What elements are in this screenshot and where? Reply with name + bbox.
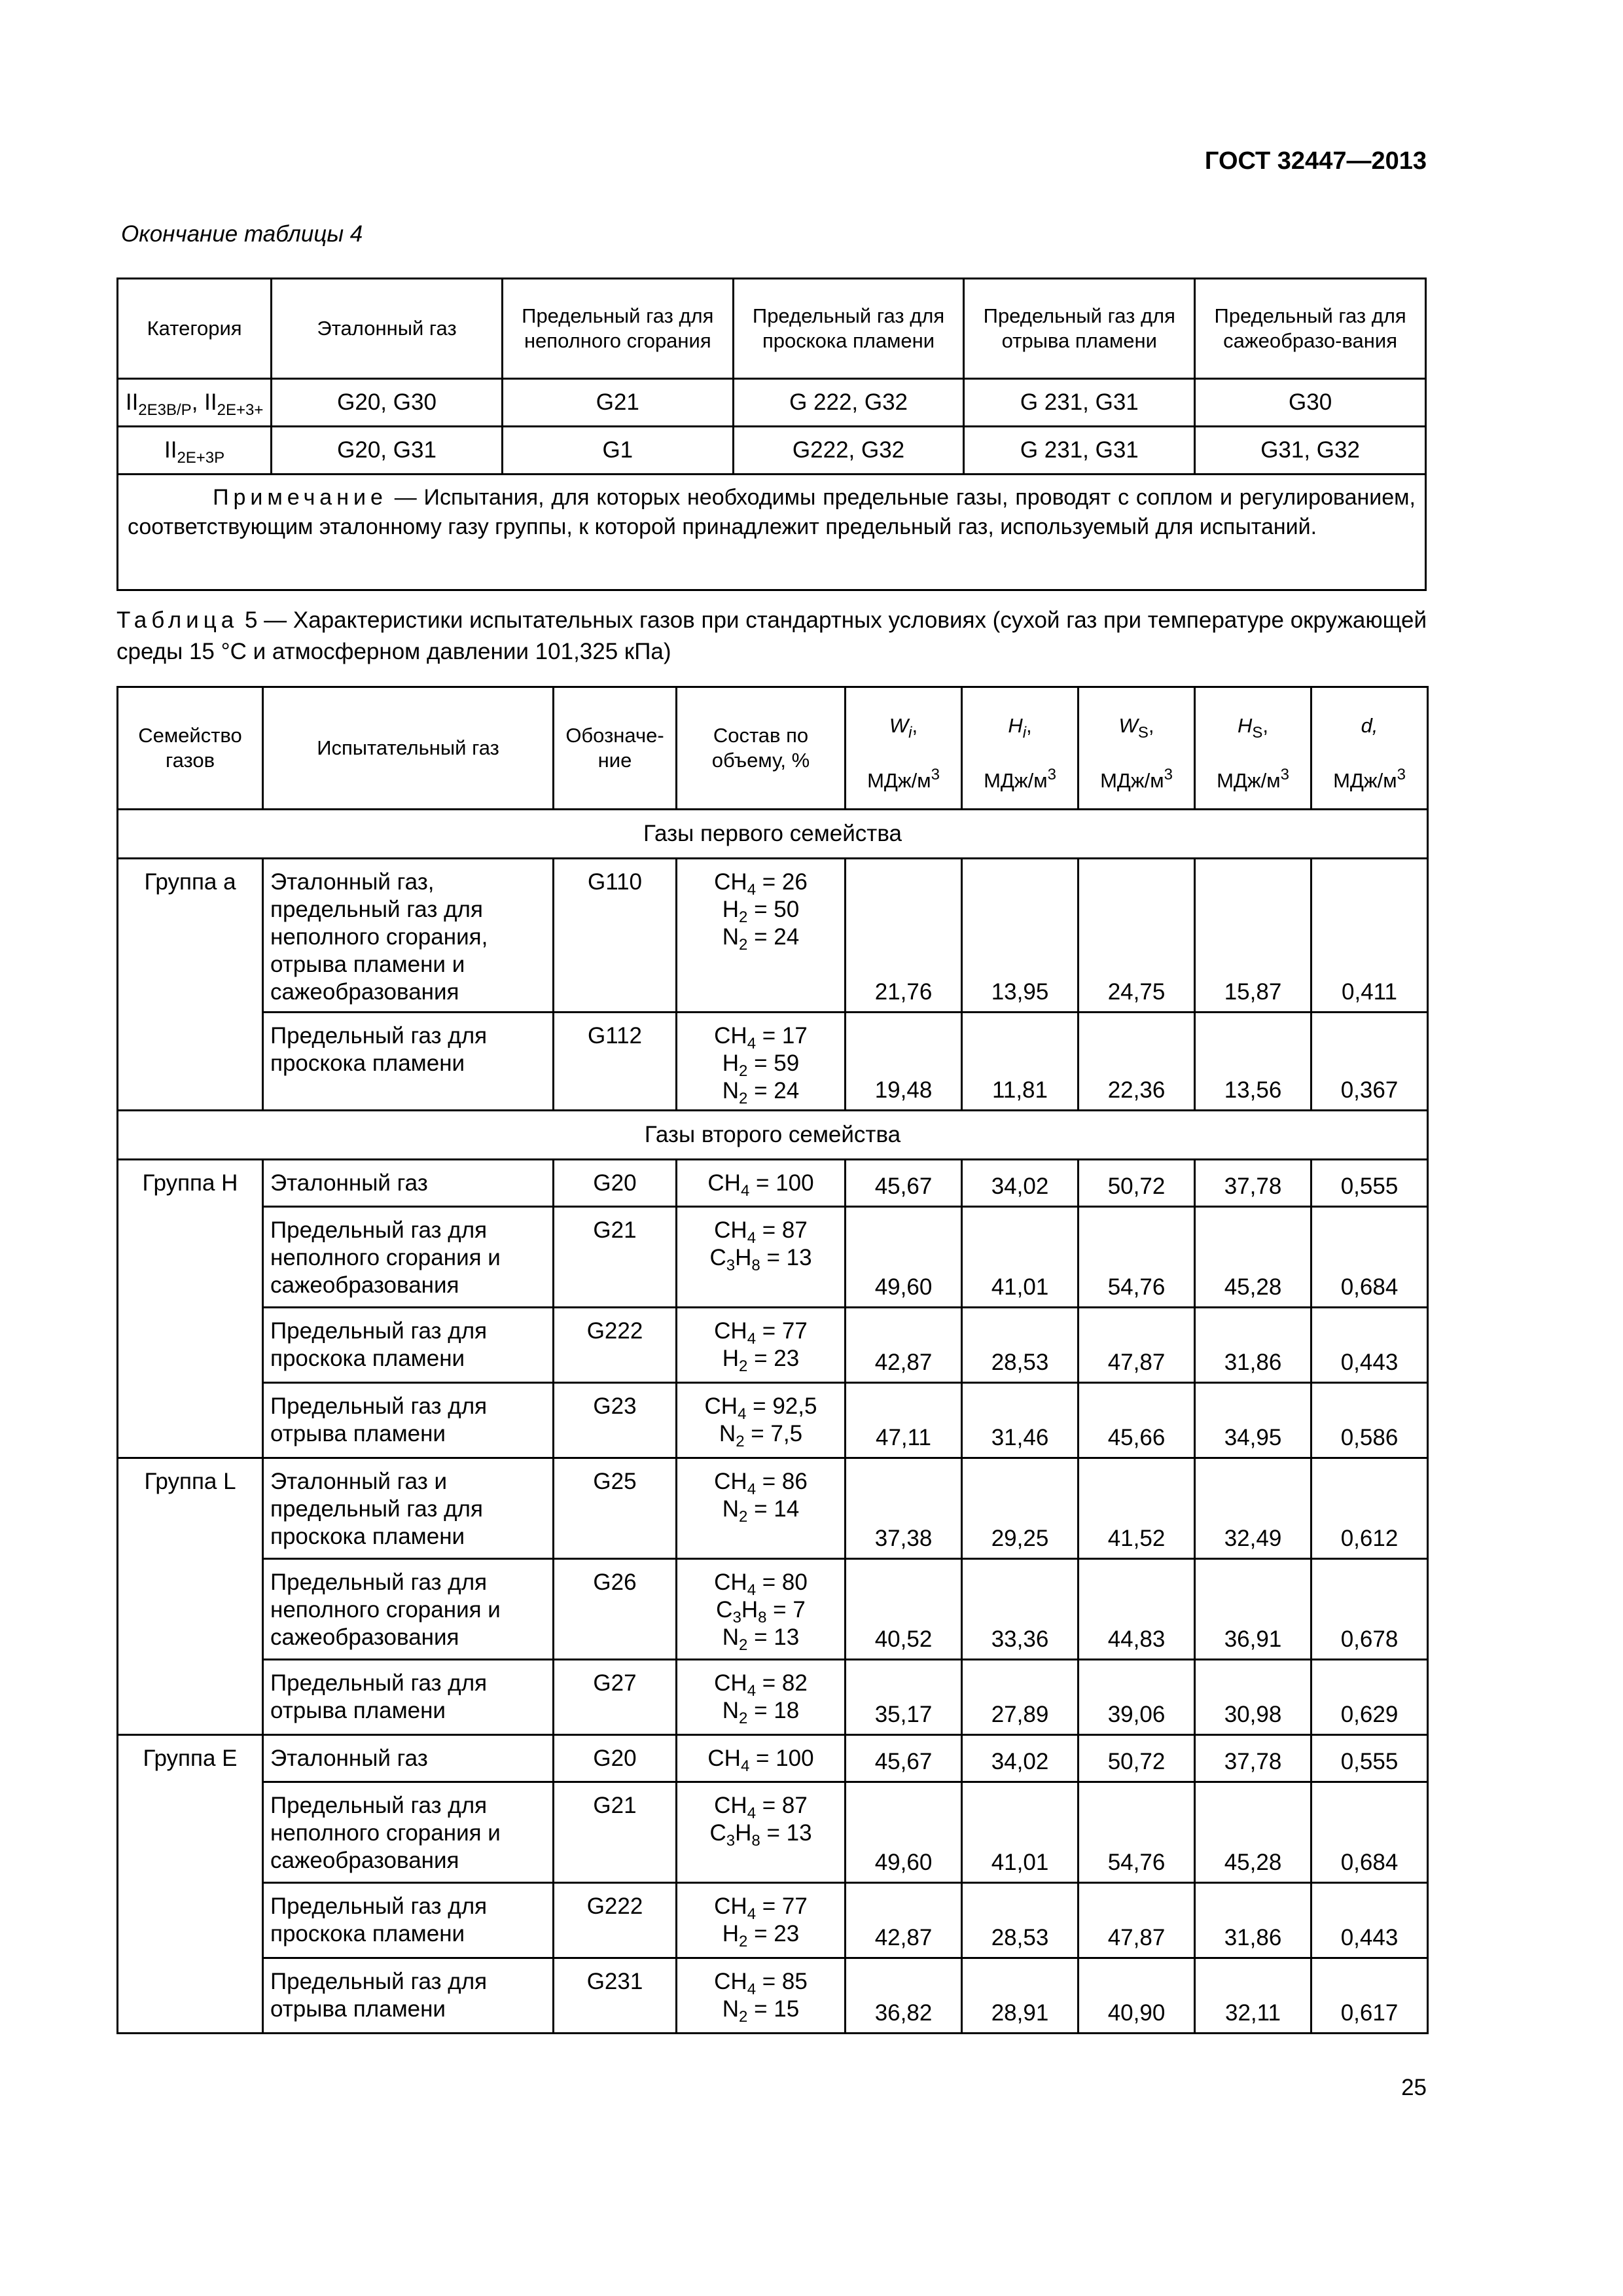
table-row	[118, 1660, 1428, 1735]
formula-text: = 23	[747, 1921, 800, 1946]
table5-col-hs: $H_S$, МДж/$м^3$	[1195, 687, 1311, 810]
value-cell: 42,87	[846, 1308, 962, 1383]
table-row	[118, 1207, 1428, 1308]
table4-col-incomplete-combustion: Предельный газ для неполного сгорания	[502, 279, 733, 379]
value-cell: 0,443	[1311, 1883, 1428, 1958]
value-cell: 50,72	[1079, 1735, 1195, 1782]
table-row	[118, 1883, 1428, 1958]
formula-text: = 24	[747, 924, 800, 950]
formula-subscript: 4	[747, 1330, 757, 1348]
designation-cell: G112	[554, 1013, 677, 1111]
table-row	[118, 379, 1426, 427]
standard-number: ГОСТ 32447—2013	[1204, 147, 1427, 175]
designation-cell: G23	[554, 1383, 677, 1458]
value-cell: 0,678	[1311, 1559, 1428, 1660]
test-gas-cell: Предельный газ для отрыва пламени	[263, 1660, 554, 1735]
value-cell: 40,90	[1079, 1958, 1195, 2034]
composition-cell	[677, 1458, 846, 1559]
formula-text: = 26	[756, 869, 808, 895]
value-cell: 28,91	[962, 1958, 1079, 2034]
formula-text: N	[722, 1496, 740, 1522]
value-cell: 31,86	[1195, 1308, 1311, 1383]
value-cell: 32,49	[1195, 1458, 1311, 1559]
composition-line	[677, 1820, 844, 1850]
formula-subscript: 2	[739, 908, 748, 926]
formula-text: CH	[714, 1469, 747, 1494]
formula-subscript: 4	[747, 881, 757, 899]
composition-line	[677, 1996, 844, 2026]
composition-cell	[677, 1160, 846, 1207]
formula-text: = 85	[756, 1969, 808, 1994]
value-cell: 28,53	[962, 1883, 1079, 1958]
value-cell: 36,91	[1195, 1559, 1311, 1660]
table5-caption-label: Таблица	[116, 607, 239, 633]
value-cell: 0,411	[1311, 859, 1428, 1013]
table-row	[118, 1782, 1428, 1883]
test-gas-cell: Предельный газ для проскока пламени	[263, 1013, 554, 1111]
formula-subscript: 3	[732, 1609, 741, 1626]
designation-cell: G26	[554, 1559, 677, 1660]
test-gas-cell: Предельный газ для неполного сгорания и сажеобразования	[263, 1782, 554, 1883]
table5-col-ws: $W_S$, МДж/$м^3$	[1079, 687, 1195, 810]
formula-subscript: 4	[740, 1182, 750, 1200]
table5-col-test-gas: Испытательный газ	[263, 687, 554, 810]
test-gas-cell: Предельный газ для проскока пламени	[263, 1308, 554, 1383]
table5-col-density: d, МДж/$м^3$	[1311, 687, 1428, 810]
formula-text: = 92,5	[746, 1393, 817, 1419]
test-gas-cell: Эталонный газ	[263, 1160, 554, 1207]
composition-cell	[677, 1782, 846, 1883]
value-cell: 0,617	[1311, 1958, 1428, 2034]
value-cell: 50,72	[1079, 1160, 1195, 1207]
composition-line	[677, 1893, 844, 1923]
composition-line	[677, 1022, 844, 1050]
formula-text: CH	[704, 1393, 738, 1419]
formula-subscript: 8	[758, 1609, 767, 1626]
composition-cell	[677, 1207, 846, 1308]
value-cell: 45,28	[1195, 1207, 1311, 1308]
formula-subscript: 4	[747, 1981, 757, 1998]
formula-text: CH	[714, 1793, 747, 1818]
composition-line	[677, 1468, 844, 1496]
formula-text: = 13	[760, 1245, 812, 1270]
formula-text: = 77	[756, 1318, 808, 1344]
table-cell: G 231, G31	[964, 427, 1195, 475]
composition-line	[677, 924, 844, 954]
composition-line	[677, 1697, 844, 1725]
formula-subscript: 4	[747, 1229, 757, 1247]
formula-text: CH	[714, 1217, 747, 1243]
table-row	[118, 427, 1426, 475]
value-cell: 49,60	[846, 1207, 962, 1308]
table5-body	[118, 810, 1428, 2034]
table4-col-category: Категория	[118, 279, 272, 379]
formula-text: H	[735, 1245, 752, 1270]
formula-text: = 100	[749, 1170, 814, 1196]
table5-caption-text: 5 — Характеристики испытательных газов при стандартных условиях (сухой газ при температуре окружающей среды 15 °С и атмосферном давлении 101,325 кПа)	[116, 607, 1427, 664]
formula-text: = 82	[756, 1670, 808, 1696]
formula-text: H	[722, 897, 740, 922]
formula-text: C	[709, 1245, 726, 1270]
table5-header-row	[118, 687, 1428, 810]
designation-cell: G231	[554, 1958, 677, 2034]
test-gas-cell: Эталонный газ и предельный газ для проскока пламени	[263, 1458, 554, 1559]
value-cell: 45,67	[846, 1735, 962, 1782]
value-cell: 33,36	[962, 1559, 1079, 1660]
formula-text: = 77	[756, 1893, 808, 1919]
composition-line	[677, 1968, 844, 1996]
value-cell: 15,87	[1195, 859, 1311, 1013]
composition-line	[677, 1792, 844, 1820]
value-cell: 0,612	[1311, 1458, 1428, 1559]
designation-cell: G21	[554, 1782, 677, 1883]
table4-col-reference-gas: Эталонный газ	[272, 279, 503, 379]
family-title: Газы первого семейства	[118, 810, 1428, 859]
test-gas-cell: Предельный газ для отрыва пламени	[263, 1383, 554, 1458]
value-cell: 47,11	[846, 1383, 962, 1458]
table4-col-flame-lift: Предельный газ для отрыва пламени	[964, 279, 1195, 379]
composition-cell	[677, 1383, 846, 1458]
composition-line	[677, 1217, 844, 1247]
table-4	[116, 278, 1427, 591]
formula-text: = 23	[747, 1346, 800, 1371]
formula-subscript: 2	[739, 1508, 748, 1526]
value-cell: 30,98	[1195, 1660, 1311, 1735]
formula-text: = 80	[756, 1570, 808, 1595]
formula-text: = 87	[756, 1793, 808, 1818]
table-cell: G31, G32	[1195, 427, 1426, 475]
value-cell: 0,443	[1311, 1308, 1428, 1383]
test-gas-cell: Предельный газ для неполного сгорания и сажеобразования	[263, 1207, 554, 1308]
value-cell: 34,02	[962, 1735, 1079, 1782]
test-gas-cell: Эталонный газ, предельный газ для неполного сгорания, отрыва пламени и сажеобразования	[263, 859, 554, 1013]
value-cell: 39,06	[1079, 1660, 1195, 1735]
formula-subscript: 4	[747, 1035, 757, 1052]
formula-subscript: 2	[739, 1357, 748, 1375]
formula-subscript: 4	[747, 1905, 757, 1923]
designation-cell: G222	[554, 1308, 677, 1383]
value-cell: 11,81	[962, 1013, 1079, 1111]
value-cell: 42,87	[846, 1883, 962, 1958]
note-label: Примечание	[213, 485, 387, 510]
composition-cell	[677, 1660, 846, 1735]
formula-text: H	[735, 1820, 752, 1846]
table-cell: G 222, G32	[733, 379, 964, 427]
value-cell: 47,87	[1079, 1883, 1195, 1958]
table5-caption	[116, 605, 1427, 668]
value-cell: 31,86	[1195, 1883, 1311, 1958]
value-cell: 34,95	[1195, 1383, 1311, 1458]
value-cell: 37,78	[1195, 1735, 1311, 1782]
formula-text: CH	[707, 1170, 741, 1196]
formula-subscript: 8	[751, 1832, 760, 1850]
formula-text: = 86	[756, 1469, 808, 1494]
formula-subscript: 2	[739, 1062, 748, 1080]
composition-cell	[677, 1559, 846, 1660]
composition-line	[677, 1345, 844, 1375]
formula-text: = 100	[749, 1746, 814, 1771]
composition-line	[677, 1920, 844, 1948]
composition-line	[677, 1050, 844, 1080]
table-row	[118, 1308, 1428, 1383]
formula-text: CH	[707, 1746, 741, 1771]
formula-subscript: 4	[747, 1480, 757, 1498]
composition-line	[677, 1496, 844, 1526]
table-row	[118, 1958, 1428, 2034]
formula-text: = 17	[756, 1023, 808, 1049]
table-cell: G30	[1195, 379, 1426, 427]
table-cell: G21	[502, 379, 733, 427]
formula-subscript: 2	[739, 2008, 748, 2026]
formula-text: CH	[714, 1969, 747, 1994]
table5-col-wi: $W_i$, МДж/$м^3$	[846, 687, 962, 810]
composition-line	[677, 1420, 844, 1448]
formula-text: CH	[714, 1570, 747, 1595]
table5-col-designation: Обозначе-ние	[554, 687, 677, 810]
formula-text: C	[709, 1820, 726, 1846]
family-row	[118, 1111, 1428, 1160]
composition-line	[677, 1170, 844, 1200]
value-cell: 19,48	[846, 1013, 962, 1111]
formula-text: N	[722, 1698, 740, 1723]
formula-subscript: 8	[751, 1257, 760, 1274]
formula-text: H	[722, 1050, 740, 1076]
value-cell: 37,38	[846, 1458, 962, 1559]
formula-text: H	[722, 1346, 740, 1371]
composition-cell	[677, 1883, 846, 1958]
formula-subscript: 3	[726, 1257, 736, 1274]
value-cell: 13,95	[962, 859, 1079, 1013]
formula-text: N	[719, 1421, 736, 1446]
designation-cell: G25	[554, 1458, 677, 1559]
composition-line	[677, 1596, 844, 1624]
table4-note-row	[118, 475, 1426, 590]
designation-cell: G222	[554, 1883, 677, 1958]
formula-subscript: 2	[739, 936, 748, 954]
formula-subscript: 2	[739, 1090, 748, 1107]
table-row	[118, 859, 1428, 1013]
value-cell: 0,367	[1311, 1013, 1428, 1111]
value-cell: 0,684	[1311, 1782, 1428, 1883]
formula-text: = 50	[747, 897, 800, 922]
value-cell: 41,52	[1079, 1458, 1195, 1559]
table-cell: G20, G30	[272, 379, 503, 427]
table5-col-composition: Состав по объему, %	[677, 687, 846, 810]
formula-text: CH	[714, 1893, 747, 1919]
formula-text: = 7	[766, 1597, 806, 1623]
table5-col-family: Семейство газов	[118, 687, 263, 810]
formula-text: N	[722, 1996, 740, 2022]
value-cell: 0,684	[1311, 1207, 1428, 1308]
composition-cell	[677, 1013, 846, 1111]
formula-text: = 7,5	[744, 1421, 803, 1446]
value-cell: 45,67	[846, 1160, 962, 1207]
value-cell: 49,60	[846, 1782, 962, 1883]
value-cell: 27,89	[962, 1660, 1079, 1735]
group-name: Группа Н	[118, 1160, 263, 1458]
formula-text: = 18	[747, 1698, 800, 1723]
composition-cell	[677, 859, 846, 1013]
table-cell: G222, G32	[733, 427, 964, 475]
value-cell: 31,46	[962, 1383, 1079, 1458]
formula-text: N	[722, 1078, 740, 1103]
table4-header-row	[118, 279, 1426, 379]
table-row	[118, 1013, 1428, 1111]
formula-text: CH	[714, 1670, 747, 1696]
value-cell: 24,75	[1079, 859, 1195, 1013]
formula-subscript: 4	[740, 1757, 750, 1775]
formula-subscript: 3	[726, 1832, 736, 1850]
formula-text: = 14	[747, 1496, 800, 1522]
formula-text: = 87	[756, 1217, 808, 1243]
formula-subscript: 4	[747, 1581, 757, 1599]
formula-text: H	[722, 1921, 740, 1946]
composition-line	[677, 1745, 844, 1775]
composition-cell	[677, 1735, 846, 1782]
table-row	[118, 1559, 1428, 1660]
value-cell: 41,01	[962, 1207, 1079, 1308]
value-cell: 21,76	[846, 859, 962, 1013]
table4-category-cell: $II_{2E+3P}$	[118, 427, 272, 475]
value-cell: 13,56	[1195, 1013, 1311, 1111]
test-gas-cell: Предельный газ для неполного сгорания и сажеобразования	[263, 1559, 554, 1660]
composition-line	[677, 869, 844, 899]
composition-cell	[677, 1308, 846, 1383]
value-cell: 47,87	[1079, 1308, 1195, 1383]
value-cell: 0,629	[1311, 1660, 1428, 1735]
formula-text: = 13	[760, 1820, 812, 1846]
table-row	[118, 1458, 1428, 1559]
table-row	[118, 1383, 1428, 1458]
composition-line	[677, 1670, 844, 1700]
value-cell: 36,82	[846, 1958, 962, 2034]
composition-line	[677, 1569, 844, 1599]
composition-line	[677, 1393, 844, 1423]
value-cell: 54,76	[1079, 1207, 1195, 1308]
table4-note	[118, 475, 1426, 590]
designation-cell: G110	[554, 859, 677, 1013]
note-text: — Испытания, для которых необходимы предельные газы, проводят с соплом и регулированием, соответствующим эталонному газу группы, к которой принадлежит предельный газ, используемый для испытаний.	[128, 485, 1416, 539]
composition-line	[677, 896, 844, 924]
value-cell: 34,02	[962, 1160, 1079, 1207]
table-row	[118, 1160, 1428, 1207]
table-cell: G 231, G31	[964, 379, 1195, 427]
designation-cell: G20	[554, 1735, 677, 1782]
formula-text: CH	[714, 869, 747, 895]
composition-line	[677, 1244, 844, 1272]
formula-text: = 15	[747, 1996, 800, 2022]
formula-text: CH	[714, 1023, 747, 1049]
value-cell: 40,52	[846, 1559, 962, 1660]
formula-text: N	[722, 1624, 740, 1650]
formula-subscript: 4	[747, 1804, 757, 1822]
table5-col-hi: $H_i$, МДж/$м^3$	[962, 687, 1079, 810]
composition-line	[677, 1077, 844, 1105]
table-cell: G20, G31	[272, 427, 503, 475]
table4-continuation-caption: Окончание таблицы 4	[121, 221, 363, 247]
formula-text: H	[741, 1597, 758, 1623]
formula-subscript: 2	[739, 1710, 748, 1727]
composition-line	[677, 1624, 844, 1654]
value-cell: 0,586	[1311, 1383, 1428, 1458]
group-name: Группа а	[118, 859, 263, 1111]
value-cell: 22,36	[1079, 1013, 1195, 1111]
table4-col-sooting: Предельный газ для сажеобразо-вания	[1195, 279, 1426, 379]
formula-text: = 13	[747, 1624, 800, 1650]
composition-cell	[677, 1958, 846, 2034]
value-cell: 45,28	[1195, 1782, 1311, 1883]
designation-cell: G20	[554, 1160, 677, 1207]
family-row	[118, 810, 1428, 859]
value-cell: 0,555	[1311, 1735, 1428, 1782]
table-5	[116, 686, 1429, 2034]
value-cell: 37,78	[1195, 1160, 1311, 1207]
test-gas-cell: Предельный газ для проскока пламени	[263, 1883, 554, 1958]
test-gas-cell: Предельный газ для отрыва пламени	[263, 1958, 554, 2034]
value-cell: 45,66	[1079, 1383, 1195, 1458]
value-cell: 0,555	[1311, 1160, 1428, 1207]
formula-text: C	[716, 1597, 733, 1623]
table4-col-light-back: Предельный газ для проскока пламени	[733, 279, 964, 379]
formula-subscript: 2	[736, 1433, 745, 1450]
designation-cell: G21	[554, 1207, 677, 1308]
designation-cell: G27	[554, 1660, 677, 1735]
test-gas-cell: Эталонный газ	[263, 1735, 554, 1782]
value-cell: 28,53	[962, 1308, 1079, 1383]
formula-text: CH	[714, 1318, 747, 1344]
page-number: 25	[1401, 2075, 1427, 2100]
value-cell: 44,83	[1079, 1559, 1195, 1660]
value-cell: 41,01	[962, 1782, 1079, 1883]
table-row	[118, 1735, 1428, 1782]
formula-text: N	[722, 924, 740, 950]
group-name: Группа Е	[118, 1735, 263, 2034]
formula-subscript: 4	[747, 1682, 757, 1700]
value-cell: 29,25	[962, 1458, 1079, 1559]
family-title: Газы второго семейства	[118, 1111, 1428, 1160]
formula-subscript: 2	[739, 1636, 748, 1654]
value-cell: 32,11	[1195, 1958, 1311, 2034]
composition-line	[677, 1318, 844, 1348]
formula-text: = 59	[747, 1050, 800, 1076]
table-cell: G1	[502, 427, 733, 475]
group-name: Группа L	[118, 1458, 263, 1735]
formula-text: = 24	[747, 1078, 800, 1103]
table4-category-cell: $II_{2E3B/P}$, $II_{2E+3+}$	[118, 379, 272, 427]
value-cell: 54,76	[1079, 1782, 1195, 1883]
formula-subscript: 2	[739, 1933, 748, 1950]
formula-subscript: 4	[738, 1405, 747, 1423]
value-cell: 35,17	[846, 1660, 962, 1735]
